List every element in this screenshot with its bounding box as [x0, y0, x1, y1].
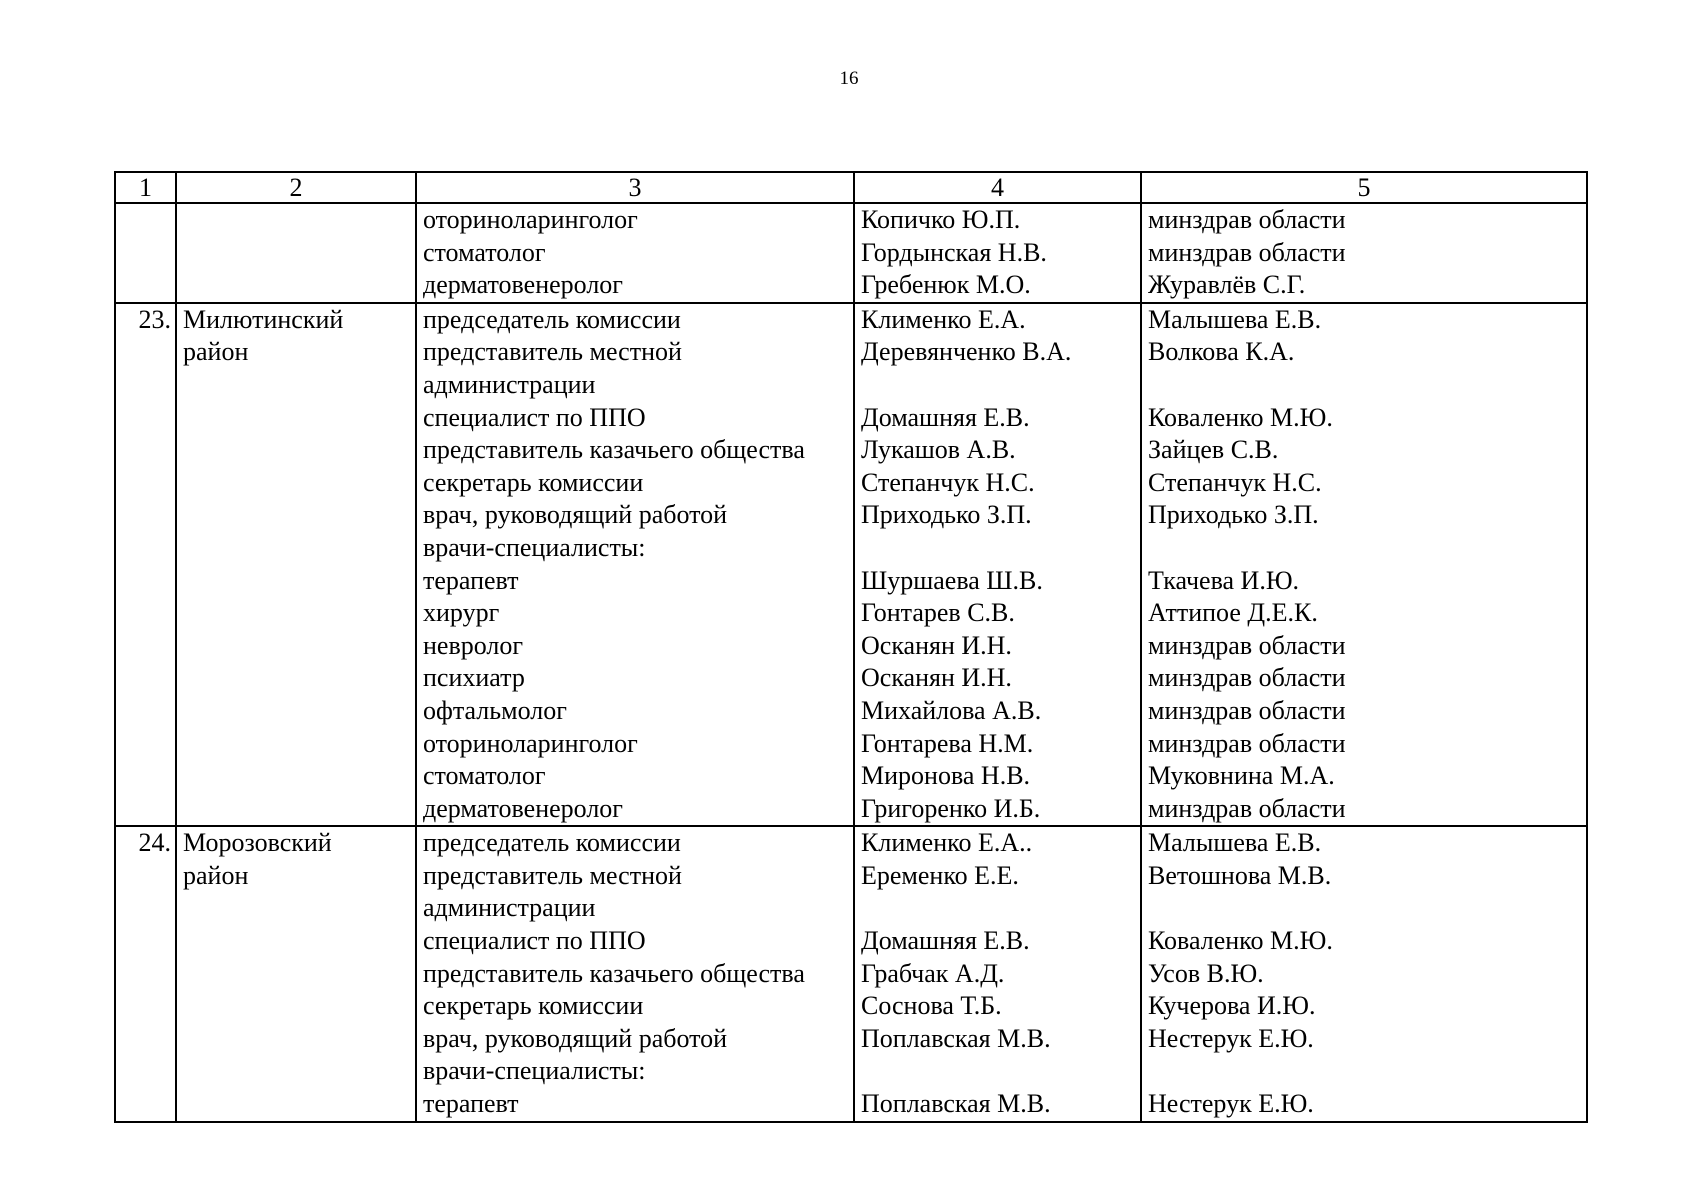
- role-line: дерматовенеролог: [423, 270, 623, 300]
- role-line: председатель комиссии: [423, 304, 681, 334]
- reserve-name: Зайцев С.В.: [1148, 435, 1279, 465]
- member-name: Гребенюк М.О.: [861, 270, 1031, 300]
- reserve-name: Аттипое Д.Е.К.: [1148, 598, 1318, 628]
- role-line: администрации: [423, 369, 596, 399]
- member-name: Лукашов А.В.: [861, 435, 1016, 465]
- role-line: офтальмолог: [423, 695, 567, 725]
- member-name: Домашняя Е.В.: [861, 926, 1030, 956]
- reserve-name: Нестерук Е.Ю.: [1148, 1089, 1314, 1119]
- role-line: секретарь комиссии: [423, 991, 644, 1021]
- role-line: оториноларинголог: [423, 728, 638, 758]
- header-cell: 3: [416, 172, 854, 203]
- reserve-name: Нестерук Е.Ю.: [1148, 1023, 1314, 1053]
- role-line: специалист по ППО: [423, 926, 646, 956]
- role-line: дерматовенеролог: [423, 793, 623, 823]
- table-row: [115, 826, 1587, 1121]
- member-cell: [854, 303, 1141, 827]
- role-line: представитель местной: [423, 337, 682, 367]
- member-name: Еременко Е.Е.: [861, 860, 1019, 890]
- role-line: специалист по ППО: [423, 402, 646, 432]
- reserve-name: минздрав области: [1148, 205, 1346, 234]
- reserve-name: Ткачева И.Ю.: [1148, 565, 1300, 595]
- member-name: Клименко Е.А.: [861, 304, 1026, 334]
- reserve-name: минздрав области: [1148, 793, 1346, 823]
- role-line: стоматолог: [423, 761, 546, 791]
- row-number: [115, 203, 176, 303]
- role-line: врачи-специалисты:: [423, 1056, 646, 1086]
- role-line: представитель местной: [423, 860, 682, 890]
- member-name: [861, 892, 1140, 925]
- role-line: терапевт: [423, 565, 519, 595]
- reserve-name: [1148, 532, 1586, 565]
- role-cell: [416, 826, 854, 1121]
- member-name: Михайлова А.В.: [861, 695, 1042, 725]
- district-cell: [176, 303, 416, 827]
- member-name: [861, 369, 1140, 402]
- member-name: Грабчак А.Д.: [861, 958, 1005, 988]
- reserve-name: Усов В.Ю.: [1148, 958, 1264, 988]
- reserve-name: Степанчук Н.С.: [1148, 467, 1322, 497]
- header-row: [115, 172, 1587, 203]
- table-row: [115, 303, 1587, 827]
- role-line: представитель казачьего общества: [423, 958, 805, 988]
- reserve-name: [1148, 1055, 1586, 1088]
- reserve-name: минздрав области: [1148, 237, 1346, 267]
- member-name: Копичко Ю.П.: [861, 205, 1021, 234]
- district-line: Милютинский: [183, 304, 344, 334]
- district-line: район: [183, 337, 249, 367]
- commission-table: [114, 171, 1588, 1123]
- member-name: Поплавская М.В.: [861, 1089, 1051, 1119]
- reserve-name: Малышева Е.В.: [1148, 828, 1322, 858]
- reserve-name: минздрав области: [1148, 663, 1346, 693]
- reserve-name: Ветошнова М.В.: [1148, 860, 1332, 890]
- role-line: стоматолог: [423, 237, 546, 267]
- member-name: Клименко Е.А..: [861, 828, 1033, 858]
- member-name: Осканян И.Н.: [861, 630, 1012, 660]
- table-row: [115, 203, 1587, 303]
- role-line: председатель комиссии: [423, 828, 681, 858]
- role-line: представитель казачьего общества: [423, 435, 805, 465]
- district-cell: [176, 826, 416, 1121]
- role-cell: [416, 303, 854, 827]
- member-name: Степанчук Н.С.: [861, 467, 1035, 497]
- role-line: врач, руководящий работой: [423, 1023, 728, 1053]
- role-line: врачи-специалисты:: [423, 532, 646, 562]
- member-name: Домашняя Е.В.: [861, 402, 1030, 432]
- page-number: 16: [839, 68, 859, 89]
- header-cell: 5: [1141, 172, 1587, 203]
- reserve-name: минздрав области: [1148, 728, 1346, 758]
- row-number: 24.: [115, 826, 176, 1121]
- reserve-name: [1148, 369, 1586, 402]
- role-line: секретарь комиссии: [423, 467, 644, 497]
- reserve-name: минздрав области: [1148, 695, 1346, 725]
- header-cell: 2: [176, 172, 416, 203]
- reserve-name: [1148, 892, 1586, 925]
- role-line: врач, руководящий работой: [423, 500, 728, 530]
- member-name: Шуршаева Ш.В.: [861, 565, 1043, 595]
- member-name: Поплавская М.В.: [861, 1023, 1051, 1053]
- reserve-name: Коваленко М.Ю.: [1148, 926, 1333, 956]
- member-name: Гордынская Н.В.: [861, 237, 1047, 267]
- member-name: Соснова Т.Б.: [861, 991, 1002, 1021]
- district-cell: [176, 203, 416, 303]
- district-line: район: [183, 860, 249, 890]
- member-name: [861, 1055, 1140, 1088]
- reserve-name: Приходько З.П.: [1148, 500, 1319, 530]
- role-line: психиатр: [423, 663, 525, 693]
- role-line: оториноларинголог: [423, 205, 638, 234]
- member-name: Гонтарев С.В.: [861, 598, 1015, 628]
- member-cell: [854, 826, 1141, 1121]
- header-cell: 1: [115, 172, 176, 203]
- member-name: Приходько З.П.: [861, 500, 1032, 530]
- role-line: терапевт: [423, 1089, 519, 1119]
- member-name: Григоренко И.Б.: [861, 793, 1041, 823]
- header-cell: 4: [854, 172, 1141, 203]
- member-cell: [854, 203, 1141, 303]
- reserve-cell: [1141, 203, 1587, 303]
- row-number: 23.: [115, 303, 176, 827]
- reserve-name: Волкова К.А.: [1148, 337, 1295, 367]
- member-name: Гонтарева Н.М.: [861, 728, 1034, 758]
- reserve-name: Журавлёв С.Г.: [1148, 270, 1306, 300]
- member-name: Осканян И.Н.: [861, 663, 1012, 693]
- reserve-name: минздрав области: [1148, 630, 1346, 660]
- district-line: Морозовский: [183, 828, 332, 858]
- reserve-name: Малышева Е.В.: [1148, 304, 1322, 334]
- member-name: Деревянченко В.А.: [861, 337, 1072, 367]
- member-name: Миронова Н.В.: [861, 761, 1031, 791]
- role-cell: [416, 203, 854, 303]
- reserve-name: Кучерова И.Ю.: [1148, 991, 1316, 1021]
- reserve-cell: [1141, 826, 1587, 1121]
- reserve-cell: [1141, 303, 1587, 827]
- reserve-name: Муковнина М.А.: [1148, 761, 1335, 791]
- role-line: хирург: [423, 598, 500, 628]
- role-line: администрации: [423, 893, 596, 923]
- member-name: [861, 532, 1140, 565]
- reserve-name: Коваленко М.Ю.: [1148, 402, 1333, 432]
- role-line: невролог: [423, 630, 524, 660]
